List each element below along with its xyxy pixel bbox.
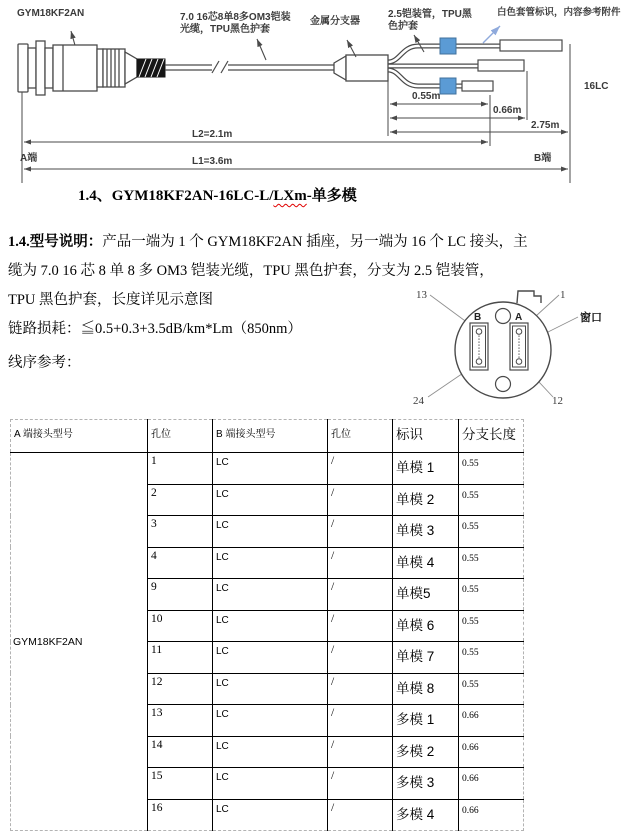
table-row: 12 LC / 单模 8 0.55	[11, 673, 524, 705]
header-a-model: A 端接头型号	[11, 420, 148, 453]
dim-l2: L2=2.1m	[192, 129, 233, 140]
header-mark: 标识	[393, 420, 459, 453]
wiring-reference-line: 线序参考：	[8, 355, 81, 371]
slot-b-label: B	[474, 312, 482, 323]
table-row: 11 LC / 单模 7 0.55	[11, 642, 524, 674]
a-end-label: A端	[20, 153, 38, 164]
header-hole-b: 孔位	[328, 420, 393, 453]
pin-1-label: 1	[560, 289, 566, 301]
table-row: 13 LC / 多模 1 0.66	[11, 705, 524, 737]
header-branch-length: 分支长度	[459, 420, 524, 453]
dim-branch-short: 0.55m	[412, 91, 441, 102]
slot-a-label: A	[515, 312, 523, 323]
table-row: 15 LC / 多模 3 0.66	[11, 768, 524, 800]
metal-splitter	[334, 55, 388, 81]
wiring-table	[10, 419, 524, 831]
section-title-wavy-part: LXm	[273, 188, 307, 204]
sleeve-marker-bottom	[440, 78, 456, 94]
main-cable	[165, 61, 336, 73]
slot-b	[470, 323, 488, 370]
pin-13-label: 13	[416, 289, 427, 301]
key-tab	[517, 291, 541, 303]
bundle-count-label: 16LC	[584, 81, 609, 92]
connector-label: GYM18KF2AN	[17, 8, 85, 19]
cable-note-arrow	[257, 39, 266, 60]
cable-assembly-diagram	[0, 0, 636, 210]
a-model-cell: GYM18KF2AN	[11, 453, 148, 831]
sleeve-note: 白色套管标识，内容参考附件	[497, 7, 621, 18]
table-header-row	[11, 420, 524, 453]
table-row: 10 LC / 单模 6 0.55	[11, 610, 524, 642]
slot-a	[510, 323, 528, 370]
window-label: 窗口	[580, 312, 602, 324]
connector-pinout-diagram	[408, 278, 636, 413]
connector-shell	[455, 302, 551, 398]
splitter-label: 金属分支器	[310, 16, 360, 27]
sleeve-marker-top	[440, 38, 456, 54]
dimension-lines	[24, 104, 568, 169]
branch-note-line2: 色护套	[388, 21, 418, 32]
table-row: GYM18KF2AN 1 LC / 单模 1 0.55	[11, 453, 524, 485]
header-hole-a: 孔位	[148, 420, 213, 453]
table-row: 16 LC / 多模 4 0.66	[11, 799, 524, 831]
spec-text-1: 产品一端为 1 个 GYM18KF2AN 插座，另一端为 16 个 LC 接头，主	[102, 234, 528, 250]
braided-sleeve	[137, 59, 165, 77]
plug-body	[18, 41, 137, 95]
spec-line-1	[8, 228, 608, 257]
pin-24-label: 24	[413, 395, 424, 407]
dim-branch-mid: 0.66m	[493, 105, 522, 116]
cable-note-line2: 光缆，TPU黑色护套	[180, 24, 270, 35]
dim-l1: L1=3.6m	[192, 156, 233, 167]
section-title-prefix: 1.4、GYM18KF2AN-16LC-L/	[78, 188, 274, 204]
table-row: 4 LC / 单模 4 0.55	[11, 547, 524, 579]
table-row: 14 LC / 多模 2 0.66	[11, 736, 524, 768]
table-row: 3 LC / 单模 3 0.55	[11, 516, 524, 548]
section-title-suffix: -单多模	[306, 188, 357, 204]
link-loss-line: 链路损耗：≦0.5+0.3+3.5dB/km*Lm（850nm）	[8, 321, 302, 337]
sleeve-note-arrow	[483, 26, 500, 43]
spec-line-2: 缆为 7.0 16 芯 8 单 8 多 OM3 铠装光缆，TPU 黑色护套，分支为 2.5 铠装管，	[8, 263, 494, 279]
spec-label: 1.4.型号说明：	[8, 234, 103, 250]
section-title	[78, 184, 357, 205]
cable-note-line1: 7.0 16芯8单8多OM3铠装	[180, 12, 291, 23]
header-b-model: B 端接头型号	[213, 420, 328, 453]
spec-line-3: TPU 黑色护套，长度详见示意图	[8, 292, 214, 308]
dim-branch-long: 2.75m	[531, 120, 560, 131]
pin-12-label: 12	[552, 395, 563, 407]
b-end-label: B端	[534, 153, 552, 164]
table-row: 9 LC / 单模5 0.55	[11, 579, 524, 611]
table-row: 2 LC / 单模 2 0.55	[11, 484, 524, 516]
branch-note-line1: 2.5铠装管，TPU黑	[388, 9, 472, 20]
